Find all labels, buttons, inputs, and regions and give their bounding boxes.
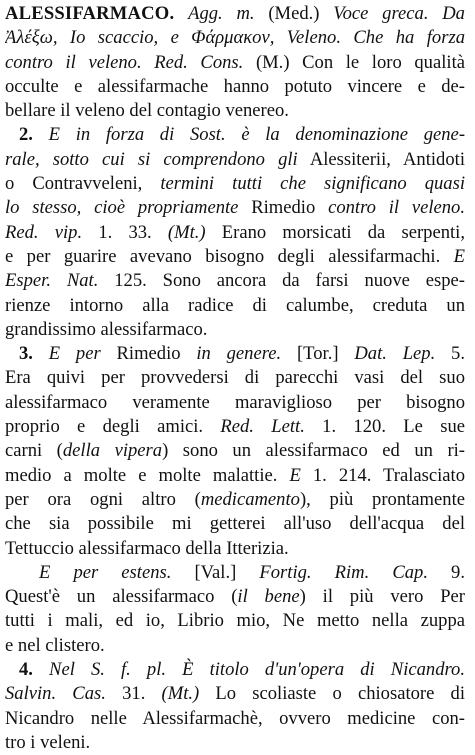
entry-line	[5, 439, 465, 463]
entry-line	[5, 488, 465, 512]
entry-line	[5, 512, 465, 536]
entry-text: contro il veleno.	[328, 197, 465, 219]
entry-line	[5, 464, 465, 488]
entry-text: Erano morsicati da serpenti,	[205, 221, 465, 243]
entry-text: 3.	[19, 343, 49, 365]
entry-line	[5, 415, 465, 439]
entry-text: (Mt.)	[161, 683, 200, 705]
entry-line	[5, 269, 465, 293]
entry-text: Agg. m.	[188, 3, 255, 24]
headword: ALESSIFARMACO.	[5, 3, 175, 24]
entry-line	[5, 561, 465, 585]
entry-text: della vipera	[62, 440, 163, 462]
entry-text: che sia possibile mi getterei all'uso dell'acqua del	[5, 513, 465, 535]
entry-text: ) il più vero Per	[299, 586, 465, 608]
entry-text: e nel clistero.	[5, 634, 105, 656]
entry-text: rale, sotto cui si comprendono gli	[5, 148, 298, 170]
entry-text: Salvin. Cas.	[5, 683, 106, 705]
entry-text: il bene	[237, 586, 300, 608]
entry-text: Ἀλέξω, Io scaccio, e Φάρμακον, Veleno. Che ha forza	[5, 27, 465, 49]
entry-line	[5, 342, 465, 366]
entry-line	[5, 585, 465, 609]
entry-line	[5, 731, 465, 755]
entry-text: contro il veleno. Red. Cons.	[5, 51, 244, 73]
entry-line	[5, 707, 465, 731]
entry-text: 9.	[427, 561, 465, 583]
entry-text: rienze intorno alla radice di calumbe, creduta un	[5, 294, 465, 316]
entry-line	[5, 537, 465, 561]
entry-text: 1. 214. Tralasciato	[300, 464, 465, 486]
entry-text: 1. 120. Le sue	[304, 416, 465, 438]
entry-text: carni (	[5, 440, 63, 462]
entry-text: Nel S. f. pl. È titolo d'un'opera di Nicandro.	[49, 659, 465, 681]
entry-text: lo stesso, cioè propriamente	[5, 197, 239, 219]
entry-text: Red. vip.	[5, 221, 83, 243]
entry-text: termini tutti che significano quasi	[160, 173, 465, 195]
entry-line	[5, 26, 465, 50]
entry-text: 4.	[19, 659, 50, 681]
entry-text: tro i veleni.	[5, 731, 91, 753]
entry-line	[5, 196, 465, 220]
entry-line	[5, 391, 465, 415]
entry-line	[5, 75, 465, 99]
entry-text: medicamento	[200, 488, 300, 510]
entry-text: [Tor.]	[281, 343, 355, 365]
entry-text: Esper. Nat.	[5, 270, 99, 292]
entry-line	[5, 221, 465, 245]
entry-line	[5, 148, 465, 172]
entry-text: Red. Lett.	[220, 416, 305, 438]
entry-text: bellare il veleno del contagio venereo.	[5, 100, 289, 122]
entry-text: 31.	[105, 683, 162, 705]
entry-text: medio a molte e molte malattie.	[5, 464, 290, 486]
entry-text: proprio e degli amici.	[5, 416, 221, 438]
entry-text: alessifarmaco veramente maraviglioso per bisogno	[5, 391, 465, 413]
entry-text: o Contravveleni,	[5, 173, 161, 195]
entry-line	[5, 366, 465, 390]
entry-text: 125. Sono ancora da farsi nuove espe-	[98, 270, 465, 292]
entry-line	[5, 609, 465, 633]
entry-text: E per	[48, 343, 101, 365]
entry-text: [Val.]	[171, 561, 260, 583]
entry-line	[5, 245, 465, 269]
entry-text: E per estens.	[39, 561, 172, 583]
entry-text: e per guarire avevano bisogno degli alessifarmachi.	[5, 245, 454, 267]
entry-text: tutti i mali, ed io, Librio mio, Ne metto nella zuppa	[5, 610, 465, 632]
entry-text: Fortig. Rim. Cap.	[259, 561, 428, 583]
entry-text: (Mt.)	[167, 221, 206, 243]
entry-text: Alessiterii, Antidoti	[297, 148, 465, 170]
entry-text: Era quivi per provvedersi di parecchi vasi del suo	[5, 367, 465, 389]
entry-text	[174, 3, 188, 24]
entry-line	[5, 2, 465, 26]
entry-text: Lo scoliaste o chiosatore di	[199, 683, 465, 705]
entry-text: 2.	[19, 124, 49, 146]
entry-text: E	[289, 464, 301, 486]
entry-text: 5.	[435, 343, 465, 365]
entry-text: Tettuccio alessifarmaco della Itterizia.	[5, 537, 289, 559]
entry-line	[5, 682, 465, 706]
entry-text: ) sono un alessifarmaco ed un ri-	[162, 440, 465, 462]
entry-line	[5, 51, 465, 75]
entry-text: (Med.)	[254, 3, 334, 24]
entry-line	[5, 294, 465, 318]
entry-text: Rimedio	[100, 343, 197, 365]
entry-line	[5, 123, 465, 147]
entry-text: E in forza di Sost. è la denominazione gene-	[48, 124, 465, 146]
entry-line	[5, 318, 465, 342]
entry-line	[5, 658, 465, 682]
entry-text: Quest'è un alessifarmaco (	[5, 586, 238, 608]
entry-text: occulte e alessifarmache hanno potuto vincere e de-	[5, 75, 465, 97]
entry-text: Nicandro nelle Alessifarmachè, ovvero medicine con-	[5, 707, 465, 729]
entry-line	[5, 99, 465, 123]
entry-line	[5, 634, 465, 658]
entry-text: (M.) Con le loro qualità	[243, 51, 465, 73]
entry-text: Rimedio	[238, 197, 329, 219]
entry-text: in genere.	[196, 343, 282, 365]
entry-text: Dat. Lep.	[354, 343, 436, 365]
entry-text: 1. 33.	[82, 221, 168, 243]
entry-line	[5, 172, 465, 196]
dictionary-entry-alessifarmaco	[5, 2, 465, 755]
entry-text: ), più prontamente	[299, 488, 465, 510]
entry-text: per ora ogni altro (	[5, 488, 201, 510]
entry-text: Voce greca. Da	[333, 3, 465, 24]
entry-text: E	[453, 245, 465, 267]
entry-text: grandissimo alessifarmaco.	[5, 318, 208, 340]
